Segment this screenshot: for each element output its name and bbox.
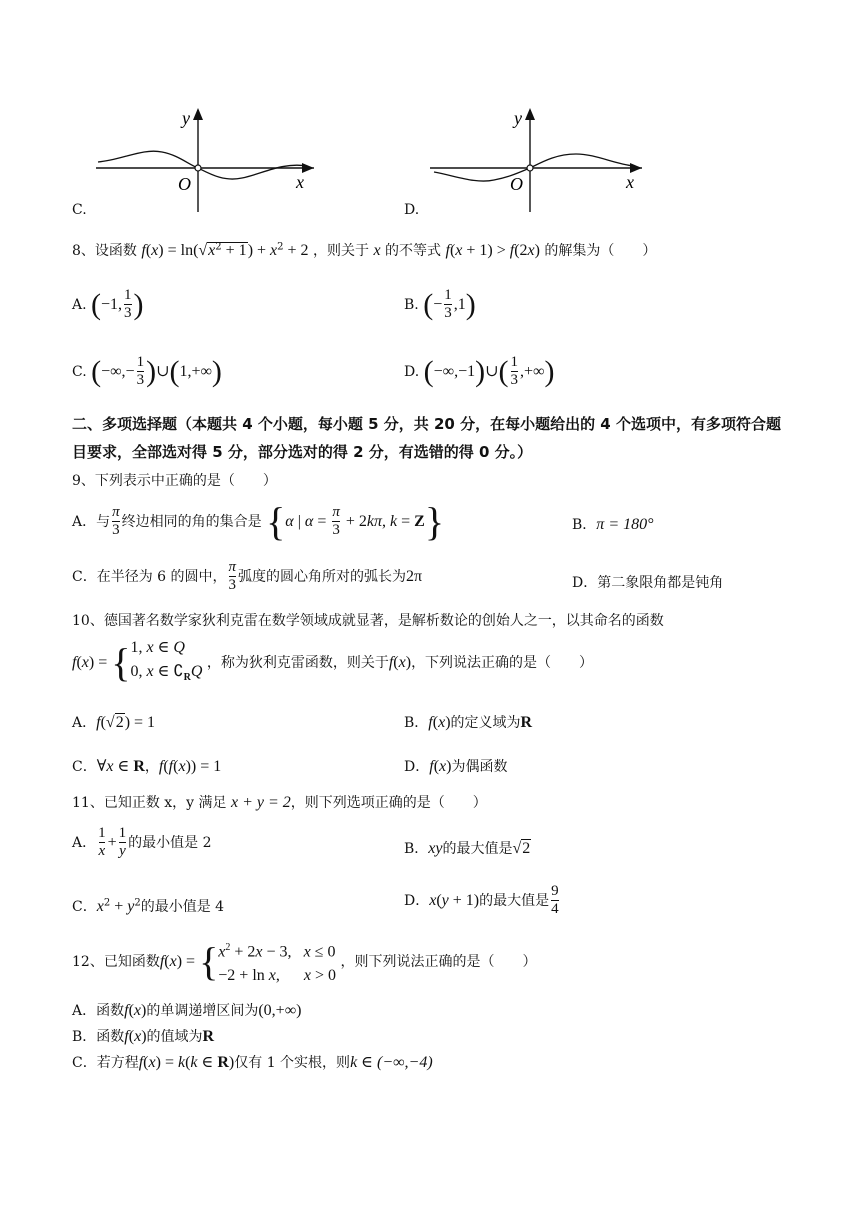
q10-option-a[interactable]: A．f(√2) = 1: [72, 714, 156, 731]
q9-stem: 9、下列表示中正确的是（ ）: [72, 473, 277, 489]
q10-definition: f(x) = { 1, x ∈ Q 0, x ∈ $∁_RQ$ ，称为狄利克雷函数，则关于f(x)，下列说法正确的是（ ）: [72, 639, 594, 686]
q9-option-a[interactable]: A．与 $\frac{\pi}{3}$ 终边相同的角的集合是 {α | α = $\frac{\pi}{3}$ + 2kπ, k = Z}: [72, 499, 445, 544]
q12-option-b[interactable]: B．函数f(x)的值域为R: [72, 1028, 215, 1045]
section-2-heading: 二、多项选择题（本题共 4 个小题，每小题 5 分，共 20 分，在每小题给出的 4 个选项中，有多项符合题目要求，全部选对得 5 分，部分选对的得 2 分，有选错的得 0 分。）: [72, 415, 781, 461]
q10-stem: 10、德国著名数学家狄利克雷在数学领域成就显著，是解析数论的创始人之一，以其命名的函数: [72, 613, 664, 629]
q8-option-c[interactable]: C. (−∞,− $\frac{1}{3}$ )∪(1,+∞): [72, 354, 222, 388]
q10-option-b[interactable]: B．f(x)的定义域为R: [404, 714, 533, 731]
q11-option-c[interactable]: C．$x^2 + y^2$的最小值是 4: [72, 897, 225, 915]
q9-option-b[interactable]: B．π = 180°: [572, 516, 654, 533]
graph-c-y-label: y: [182, 108, 190, 128]
q9-option-c[interactable]: C．在半径为 6 的圆中， $\frac{\pi}{3}$ 弧度的圆心角所对的弧长为2π: [72, 559, 423, 593]
graph-d-origin-label: O: [510, 174, 523, 194]
graph-d-origin-dot: [527, 165, 533, 171]
graph-d: [426, 100, 656, 215]
q9-option-d[interactable]: D．第二象限角都是钝角: [572, 575, 724, 591]
q11-option-b[interactable]: B．xy的最大值是√2: [404, 840, 531, 857]
graph-c-x-label: x: [296, 172, 304, 192]
graph-c-y-arrow: [193, 108, 203, 120]
q10-option-d[interactable]: D．f(x)为偶函数: [404, 758, 508, 775]
graph-d-y-label: y: [514, 108, 522, 128]
q11-option-d[interactable]: D．x(y + 1)的最大值是 $\frac{9}{4}$: [404, 883, 559, 917]
q12-option-a[interactable]: A．函数f(x)的单调递增区间为(0,+∞): [72, 1002, 302, 1019]
q11-stem: 11、已知正数 x，y 满足 x + y = 2，则下列选项正确的是（ ）: [72, 794, 487, 811]
q11-option-a[interactable]: A． $\frac{1}{x}$ + $\frac{1}{y}$ 的最小值是 2: [72, 825, 212, 859]
option-d-label: D.: [404, 202, 420, 218]
q12-option-c[interactable]: C．若方程f(x) = k(k ∈ R)仅有 1 个实根，则k ∈ (−∞,−4): [72, 1054, 433, 1071]
graph-c-curve: [98, 151, 307, 179]
q8-option-d[interactable]: D. (−∞,−1)∪( $\frac{1}{3}$ ,+∞): [404, 354, 555, 388]
q12-stem: 12、已知函数f(x) = { $x^2 + 2x - 3$, x ≤ 0 −2 + ln x, x > 0 ，则下列说法正确的是（ ）: [72, 939, 537, 985]
graph-c-origin-label: O: [178, 174, 191, 194]
q8-option-b[interactable]: B. (− $\frac{1}{3}$ ,1): [404, 287, 476, 321]
q10-option-c[interactable]: C．∀x ∈ R，f(f(x)) = 1: [72, 758, 222, 775]
q8-stem: 8、设函数 $f(x) = \ln(√x^2 + 1) + x^2 + 2$ ，则关于 x 的不等式 f(x + 1) > f(2x) 的解集为（ ）: [72, 241, 657, 259]
graph-c-origin-dot: [195, 165, 201, 171]
graph-d-y-arrow: [525, 108, 535, 120]
graph-d-x-label: x: [626, 172, 634, 192]
graph-c: [92, 100, 322, 215]
q8-option-a[interactable]: A. (−1, $\frac{1}{3}$ ): [72, 287, 144, 321]
option-c-label: C.: [72, 202, 87, 218]
